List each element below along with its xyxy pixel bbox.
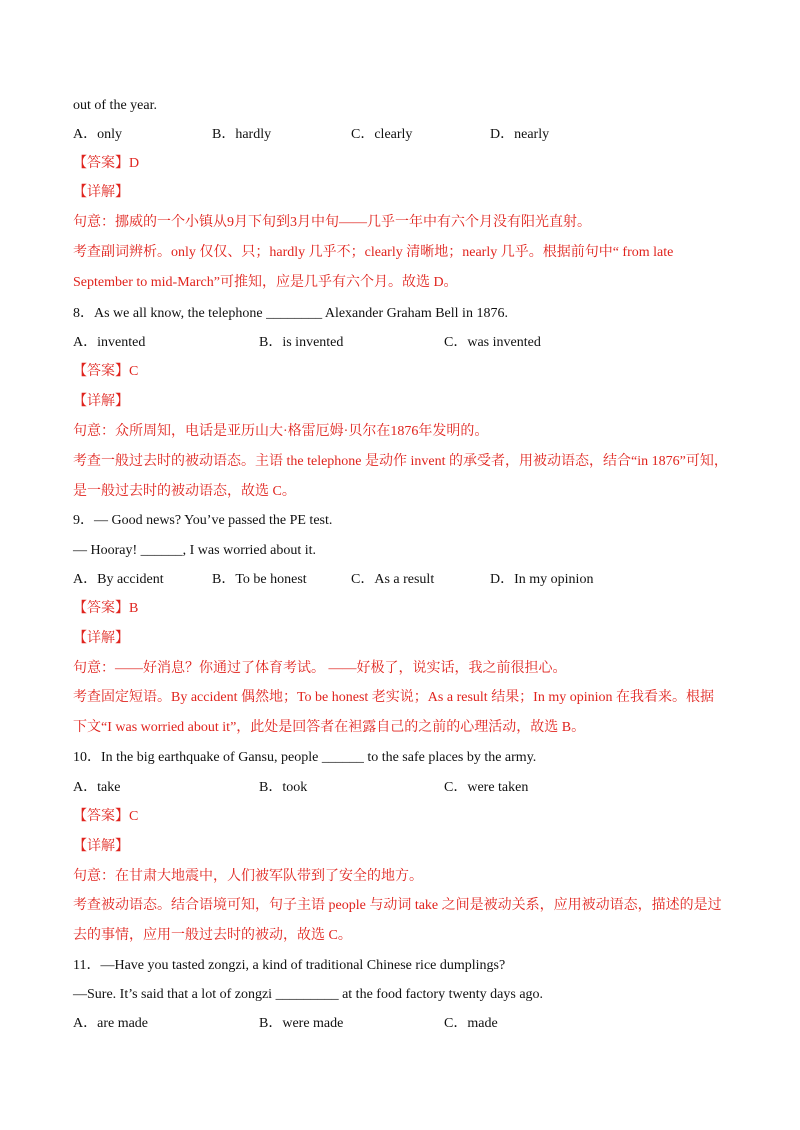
q10-option-b: B．took	[259, 780, 308, 795]
q7-detail-label: 【详解】	[73, 185, 129, 200]
q8-analysis-line-2: 是一般过去时的被动语态，故选 C。	[73, 484, 296, 499]
q10-option-a: A．take	[73, 780, 121, 795]
q11-option-c: C．made	[444, 1016, 498, 1031]
q7-option-b: B．hardly	[212, 127, 272, 142]
q8-stem: 8．As we all know, the telephone ________ Alexander Graham Bell in 1876.	[73, 306, 508, 321]
q10-stem: 10．In the big earthquake of Gansu, people ______ to the safe places by the army.	[73, 750, 537, 765]
q9-analysis-line-1: 考查固定短语。By accident 偶然地；To be honest 老实说；As a result 结果；In my opinion 在我看来。根据	[73, 690, 715, 705]
q8-detail-label: 【详解】	[73, 394, 129, 409]
q9-stem-line-2: — Hooray! ______, I was worried about it.	[73, 543, 317, 558]
q11-stem-line-2: —Sure. It’s said that a lot of zongzi _________ at the food factory twenty days ago.	[73, 987, 544, 1002]
q10-option-c: C．were taken	[444, 780, 529, 795]
q11-option-a: A．are made	[73, 1016, 149, 1031]
q7-option-d: D．nearly	[490, 127, 550, 142]
q9-meaning: 句意：——好消息？你通过了体育考试。 ——好极了，说实话，我之前很担心。	[73, 661, 567, 676]
q9-option-a: A．By accident	[73, 572, 164, 587]
q7-option-c: C．clearly	[351, 127, 413, 142]
q7-continuation: out of the year.	[73, 98, 157, 113]
q8-analysis-line-1: 考查一般过去时的被动语态。主语 the telephone 是动作 invent 的承受者，用被动语态，结合“in 1876”可知，	[73, 454, 728, 469]
q9-stem-line-1: 9．— Good news? You’ve passed the PE test.	[73, 513, 333, 528]
q9-option-b: B．To be honest	[212, 572, 307, 587]
q9-analysis-line-2: 下文“I was worried about it”，此处是回答者在袒露自己的之前的心理活动，故选 B。	[73, 720, 586, 735]
q8-option-b: B．is invented	[259, 335, 344, 350]
q8-meaning: 句意：众所周知，电话是亚历山大·格雷厄姆·贝尔在1876年发明的。	[73, 424, 489, 439]
q7-answer: 【答案】D	[73, 156, 140, 171]
q11-stem-line-1: 11．—Have you tasted zongzi, a kind of traditional Chinese rice dumplings?	[73, 958, 506, 973]
q9-answer: 【答案】B	[73, 601, 139, 616]
q10-analysis-line-1: 考查被动语态。结合语境可知，句子主语 people 与动词 take 之间是被动关系，应用被动语态，描述的是过	[73, 898, 722, 913]
q10-meaning: 句意：在甘肃大地震中，人们被军队带到了安全的地方。	[73, 869, 423, 884]
q7-meaning: 句意：挪威的一个小镇从9月下旬到3月中旬——几乎一年中有六个月没有阳光直射。	[73, 215, 591, 230]
q8-option-a: A．invented	[73, 335, 146, 350]
q9-option-d: D．In my opinion	[490, 572, 594, 587]
q9-detail-label: 【详解】	[73, 631, 129, 646]
q8-option-c: C．was invented	[444, 335, 541, 350]
q10-analysis-line-2: 去的事情，应用一般过去时的被动，故选 C。	[73, 928, 352, 943]
q8-answer: 【答案】C	[73, 364, 139, 379]
q7-option-a: A．only	[73, 127, 122, 142]
q10-answer: 【答案】C	[73, 809, 139, 824]
q11-option-b: B．were made	[259, 1016, 344, 1031]
q10-detail-label: 【详解】	[73, 839, 129, 854]
q9-option-c: C．As a result	[351, 572, 435, 587]
q7-analysis-line-1: 考查副词辨析。only 仅仅、只；hardly 几乎不；clearly 清晰地；nearly 几乎。根据前句中“ from late	[73, 245, 674, 260]
q7-analysis-line-2: September to mid-March”可推知，应是几乎有六个月。故选 D。	[73, 275, 458, 290]
